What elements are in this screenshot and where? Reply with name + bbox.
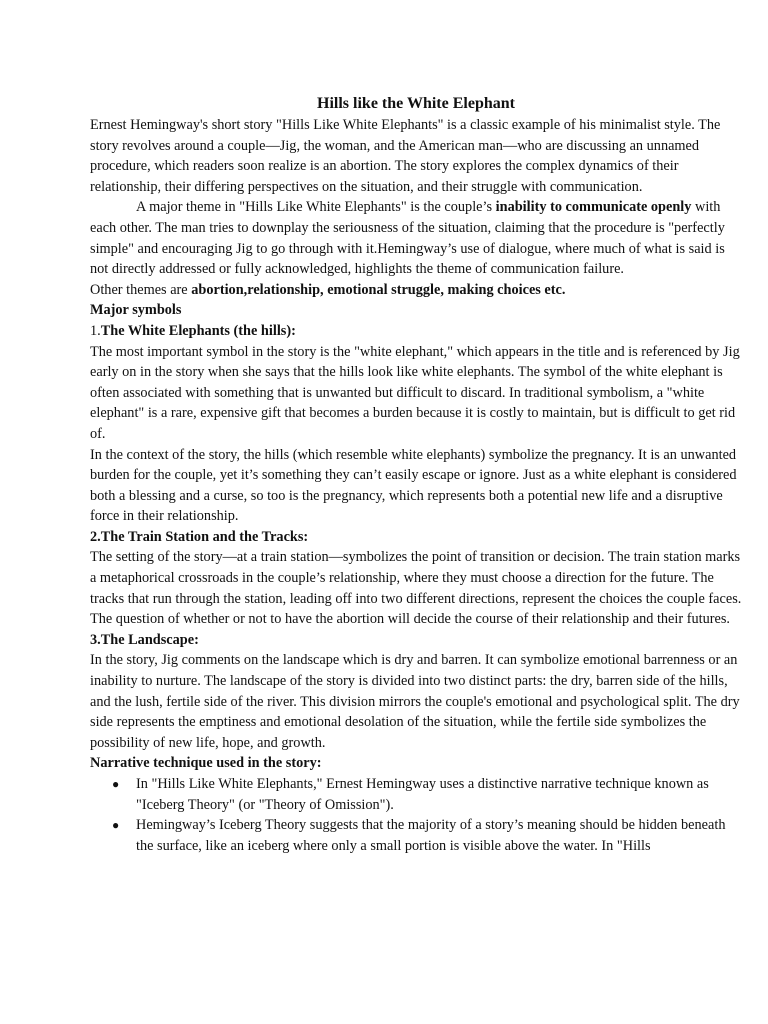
theme-paragraph [90,197,742,279]
symbols-heading [90,300,742,321]
narrative-heading-text: Narrative technique used in the story: [90,755,322,772]
symbol-2-heading [90,527,742,548]
bullet-dot-icon: ● [112,777,120,791]
narrative-heading [90,753,742,774]
bullet-text: In "Hills Like White Elephants," Ernest Hemingway uses a distinctive narrative technique known as "Iceberg Theory" (or "Theory of Omission"). [136,776,709,813]
symbol-1-paragraph-1: The most important symbol in the story is the "white elephant," which appears in the title and is referenced by Jig early on in the story when she says that the hills look like white elephants. The symbol of the white elephant is often associated with something that is unwanted but difficult to discard. In traditional symbolism, a "white elephant" is a rare, expensive gift that becomes a burden because it is costly to maintain, but is difficult to get rid of. [90,343,740,442]
theme-text-bold: inability to communicate openly [495,199,692,216]
symbol-1-heading [90,321,742,342]
symbol-1-number: 1. [90,322,101,339]
theme-text-post: with each other. The man tries to downplay the seriousness of the situation, claiming that the procedure is "perfectly simple" and encouraging Jig to go through with it.Hemingway’s use of dialogue, where much of what is said is not directly addressed or fully acknowledged, highlights the theme of communication failure. [90,199,725,278]
bullet-item [90,815,742,856]
symbol-1-heading-text: The White Elephants (the hills): [100,322,296,339]
document-title: Hills like the White Elephant [317,95,515,112]
other-themes-paragraph [90,280,742,301]
symbol-2-heading-text: 2.The Train Station and the Tracks: [90,528,309,545]
theme-text-pre: A major theme in "Hills Like White Elephants" is the couple’s [136,199,496,216]
other-themes-bold: abortion,relationship, emotional struggle, making choices etc. [191,281,566,298]
symbol-3-paragraph: In the story, Jig comments on the landscape which is dry and barren. It can symbolize emotional barrenness or an inability to nurture. The landscape of the story is divided into two distinct parts: the dry, barren side of the hills, and the lush, fertile side of the river. This division mirrors the couple's emotional and psychological split. The dry side represents the emptiness and emotional desolation of the situation, while the fertile side symbolizes the possibility of new life, hope, and growth. [90,652,740,751]
symbol-3-heading [90,630,742,651]
symbol-3-heading-text: 3.The Landscape: [90,631,199,648]
symbol-2-paragraph: The setting of the story—at a train station—symbolizes the point of transition or decision. The train station marks a metaphorical crossroads in the couple’s relationship, where they must choose a direction for the future. The tracks that run through the station, leading off into two different directions, represent the choices the couple faces. The question of whether or not to have the abortion will decide the course of their relationship and their futures. [90,549,742,628]
intro-paragraph: Ernest Hemingway's short story "Hills Like White Elephants" is a classic example of his minimalist style. The story revolves around a couple—Jig, the woman, and the American man—who are discussing an unnamed procedure, which readers soon realize is an abortion. The story explores the complex dynamics of their relationship, their differing perspectives on the situation, and their struggle with communication. [90,117,721,195]
other-themes-pre: Other themes are [90,281,192,298]
document-page [90,93,742,856]
symbol-1-paragraph-2: In the context of the story, the hills (which resemble white elephants) symbolize the pregnancy. It is an unwanted burden for the couple, yet it’s something they can’t easily escape or ignore. Just as a white elephant is considered both a blessing and a curse, so too is the pregnancy, which represents both a potential new life and a disruptive force in their relationship. [90,446,737,525]
bullet-item [90,774,742,815]
bullet-dot-icon: ● [112,818,120,833]
narrative-bullet-list [90,774,742,856]
symbols-heading-text: Major symbols [90,302,182,319]
bullet-text: Hemingway’s Iceberg Theory suggests that the majority of a story’s meaning should be hidden beneath the surface, like an iceberg where only a small portion is visible above the water. In "Hills [136,817,726,854]
